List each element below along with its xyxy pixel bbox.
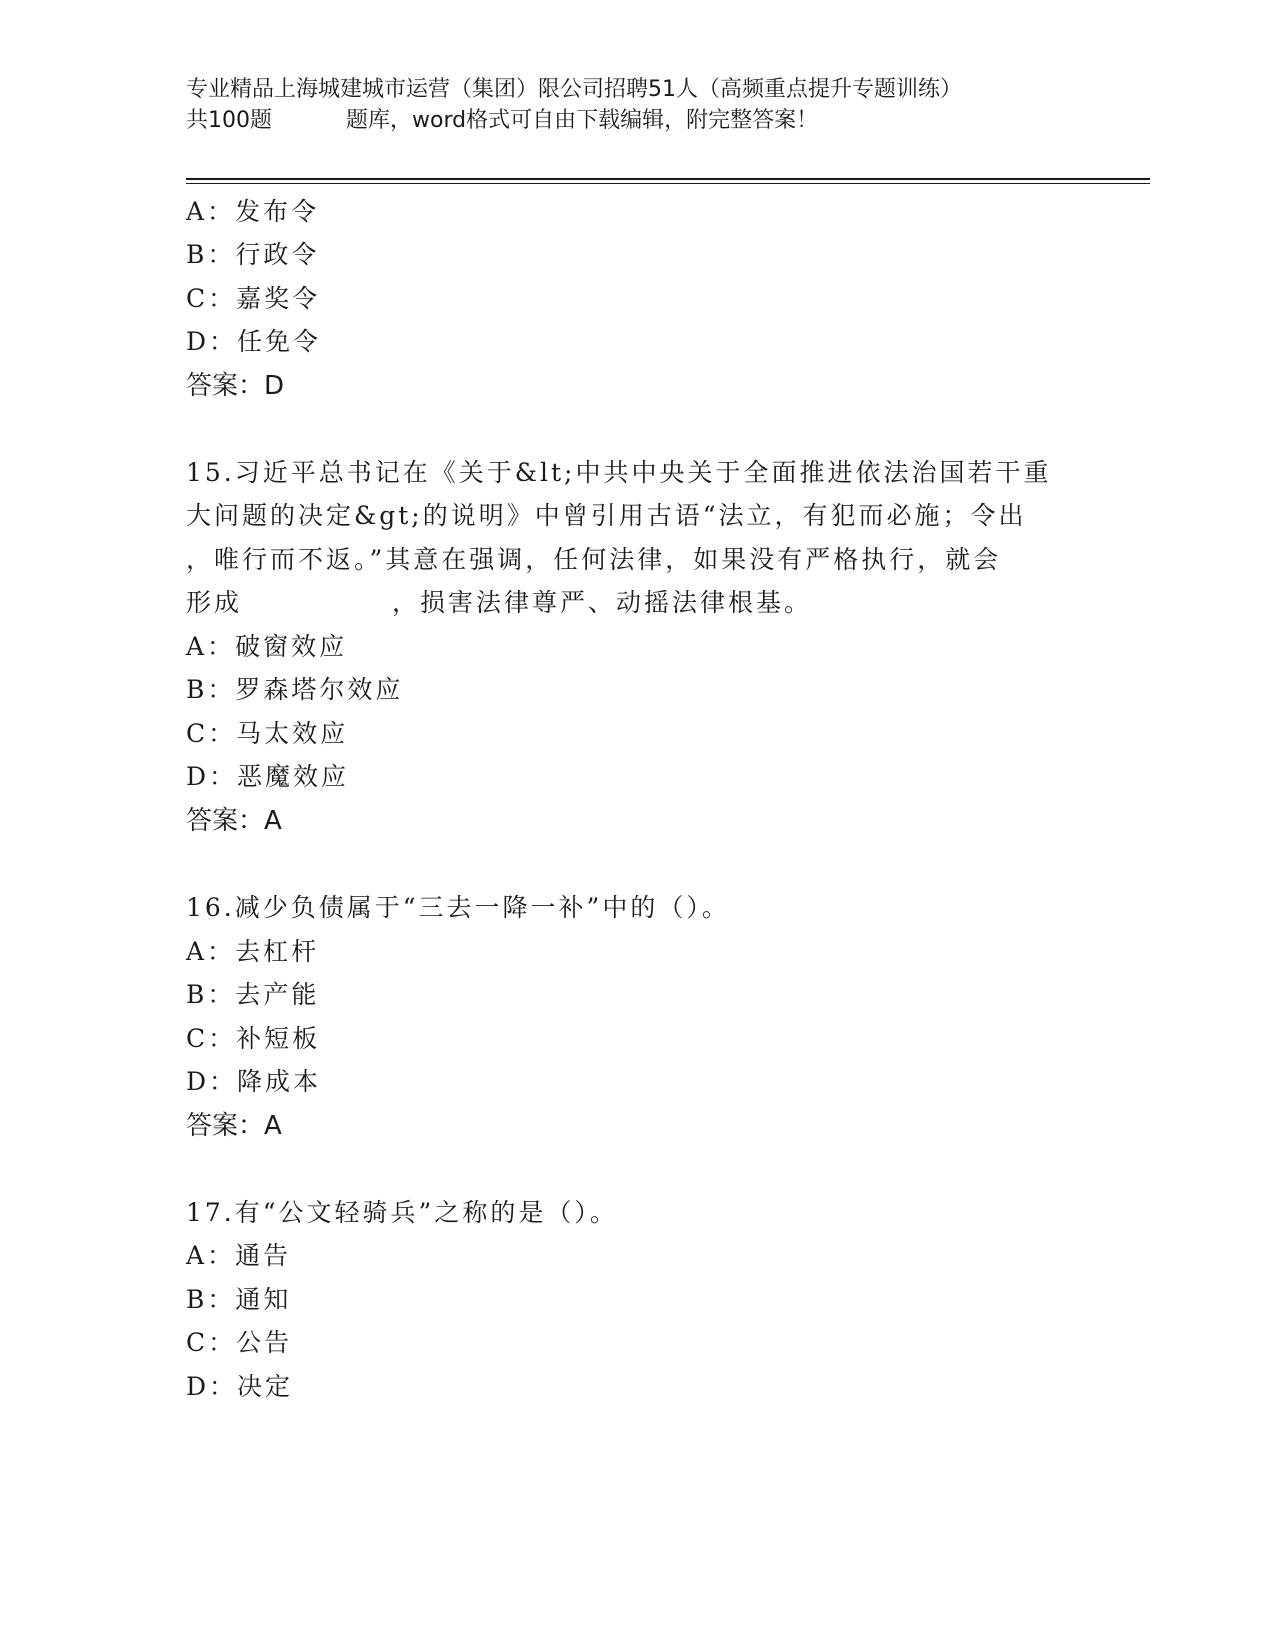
header-divider-thin (186, 183, 1150, 184)
q14-option-c: C：嘉奖令 (186, 284, 321, 313)
q17-option-a: A：通告 (186, 1241, 292, 1270)
q15-question-line-2: 大问题的决定&gt;的说明》中曾引用古语“法立，有犯而必施；令出 (186, 501, 1027, 530)
header-divider-thick (186, 178, 1150, 180)
q15-answer: 答案：A (186, 806, 282, 836)
q16-option-a: A：去杠杆 (186, 937, 320, 966)
q16-option-b: B：去产能 (186, 980, 320, 1009)
q15-option-a: A：破窗效应 (186, 632, 348, 661)
q14-option-d: D：任免令 (186, 327, 322, 356)
q17-option-c: C：公告 (186, 1328, 293, 1357)
q16-question: 16.减少负债属于“三去一降一补”中的（）。 (186, 893, 730, 922)
q14-answer: 答案：D (186, 371, 285, 401)
q17-question: 17.有“公文轻骑兵”之称的是（）。 (186, 1198, 618, 1227)
header-description: 题库，word格式可自由下载编辑，附完整答案！ (346, 108, 819, 133)
q16-option-d: D：降成本 (186, 1067, 322, 1096)
q14-option-a: A：发布令 (186, 197, 320, 226)
q16-answer: 答案：A (186, 1111, 282, 1141)
header-title-line: 专业精品上海城建城市运营（集团）限公司招聘51人（高频重点提升专题训练） (186, 77, 962, 102)
q15-question-line-3: ，唯行而不返。”其意在强调，任何法律，如果没有严格执行，就会 (186, 545, 1002, 574)
q17-option-b: B：通知 (186, 1285, 292, 1314)
header-subtitle-line (186, 105, 1146, 136)
header-count: 共100题 (186, 108, 272, 133)
q15-question-line-1: 15.习近平总书记在《关于&lt;中共中央关于全面推进依法治国若干重 (186, 458, 1052, 487)
q15-question-line-4: 形成 ，损害法律尊严、动摇法律根基。 (186, 588, 813, 617)
page-header (186, 74, 1146, 136)
q14-option-b: B：行政令 (186, 240, 320, 269)
q17-option-d: D：决定 (186, 1372, 294, 1401)
q15-option-d: D：恶魔效应 (186, 762, 350, 791)
q15-option-b: B：罗森塔尔效应 (186, 675, 404, 704)
q15-option-c: C：马太效应 (186, 719, 349, 748)
q16-option-c: C：补短板 (186, 1024, 321, 1053)
